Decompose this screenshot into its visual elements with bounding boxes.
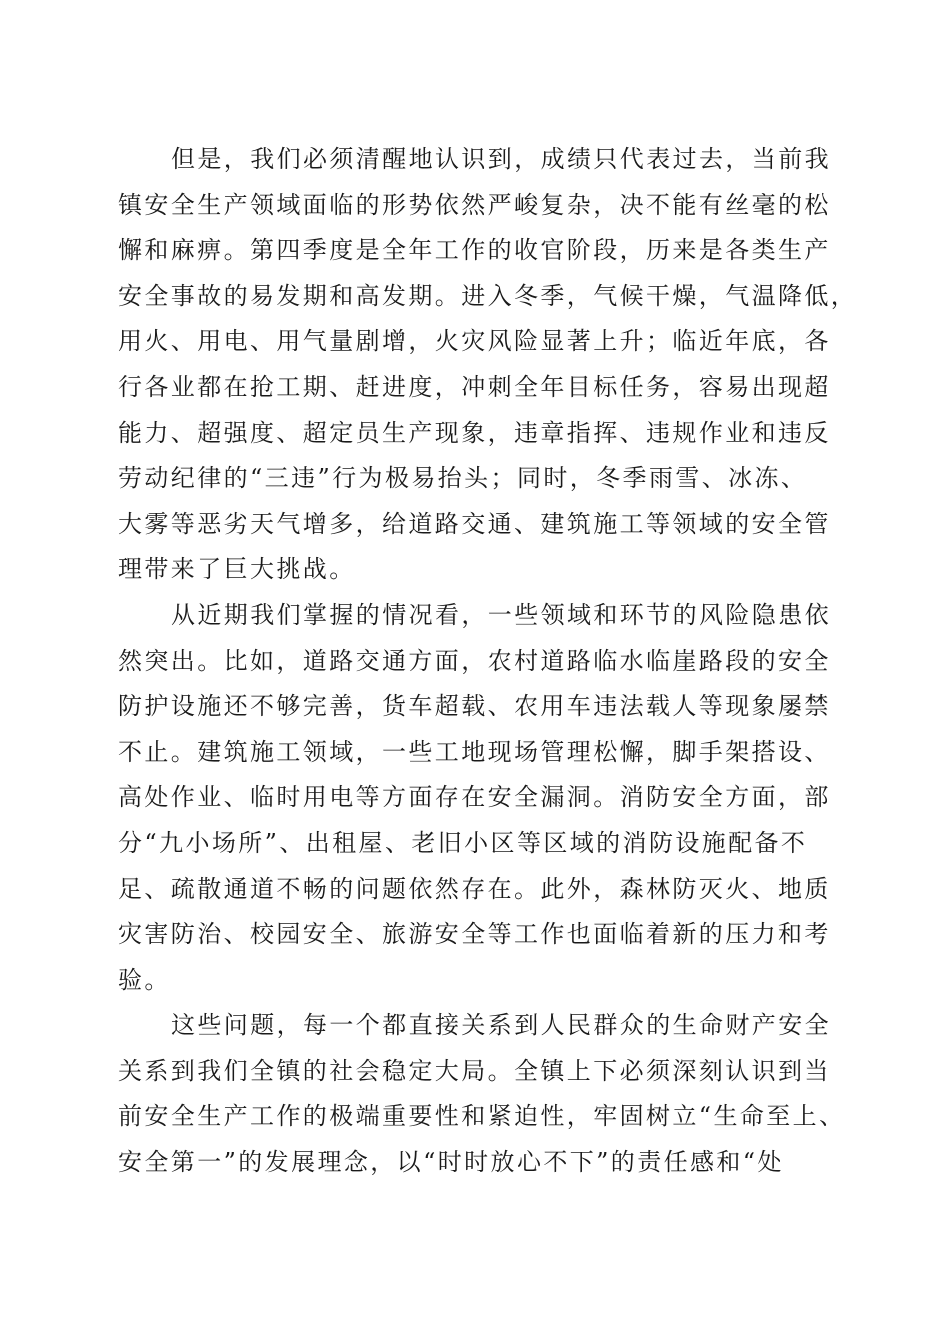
text-line: 高处作业、临时用电等方面存在安全漏洞。消防安全方面，部 [118,783,831,812]
text-line: 足、疏散通道不畅的问题依然存在。此外，森林防灭火、地质 [118,874,831,903]
text-line: 安全第一”的发展理念，以“时时放心不下”的责任感和“处 [118,1148,784,1177]
paragraph-1 [118,137,858,593]
text-line: 大雾等恶劣天气增多，给道路交通、建筑施工等领域的安全管 [118,509,831,538]
text-line: 安全事故的易发期和高发期。进入冬季，气候干燥，气温降低， [118,281,858,310]
paragraph-3 [118,1003,846,1185]
text-line: 灾害防治、校园安全、旅游安全等工作也面临着新的压力和考 [118,920,831,949]
text-line: 分“九小场所”、出租屋、老旧小区等区域的消防设施配备不 [118,828,808,857]
text-line: 前安全生产工作的极端重要性和紧迫性，牢固树立“生命至上、 [118,1102,846,1131]
text-line: 从近期我们掌握的情况看，一些领域和环节的风险隐患依 [171,600,831,629]
text-line: 验。 [118,965,171,994]
text-line: 但是，我们必须清醒地认识到，成绩只代表过去，当前我 [171,145,831,173]
document-body [118,137,858,1186]
text-line: 然突出。比如，道路交通方面，农村道路临水临崖路段的安全 [118,646,831,675]
text-line: 行各业都在抢工期、赶进度，冲刺全年目标任务，容易出现超 [118,372,831,401]
text-line: 不止。建筑施工领域，一些工地现场管理松懈，脚手架搭设、 [118,737,831,766]
text-line: 这些问题，每一个都直接关系到人民群众的生命财产安全 [171,1011,831,1040]
paragraph-2 [118,593,838,1003]
text-line: 懈和麻痹。第四季度是全年工作的收官阶段，历来是各类生产 [118,236,831,265]
text-line: 防护设施还不够完善，货车超载、农用车违法载人等现象屡禁 [118,692,831,721]
text-line: 理带来了巨大挑战。 [118,555,356,584]
text-line: 用火、用电、用气量剧增，火灾风险显著上升；临近年底，各 [118,327,831,356]
text-line: 关系到我们全镇的社会稳定大局。全镇上下必须深刻认识到当 [118,1056,831,1085]
text-line: 镇安全生产领域面临的形势依然严峻复杂，决不能有丝毫的松 [118,190,831,219]
text-line: 能力、超强度、超定员生产现象，违章指挥、违规作业和违反 [118,418,831,447]
text-line: 劳动纪律的“三违”行为极易抬头；同时，冬季雨雪、冰冻、 [118,464,808,493]
